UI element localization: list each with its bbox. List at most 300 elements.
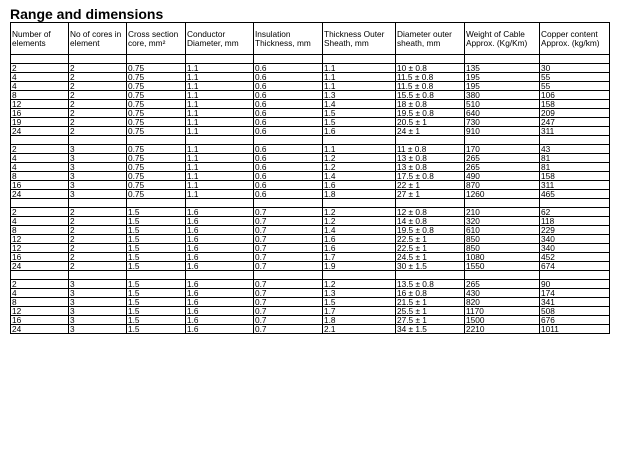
table-cell: 11.5 ± 0.8: [396, 82, 465, 91]
table-cell: 1.6: [186, 253, 254, 262]
table-cell: 19.5 ± 0.8: [396, 109, 465, 118]
table-cell: 2: [69, 82, 127, 91]
empty-cell: [323, 271, 396, 280]
table-cell: 12: [11, 244, 69, 253]
table-cell: 4: [11, 154, 69, 163]
table-row: [11, 172, 610, 181]
table-cell: 1.3: [323, 91, 396, 100]
table-cell: 850: [465, 235, 540, 244]
table-cell: 0.7: [254, 217, 323, 226]
table-cell: 1.5: [127, 298, 186, 307]
table-cell: 0.7: [254, 208, 323, 217]
table-cell: 12 ± 0.8: [396, 208, 465, 217]
table-cell: 1.6: [186, 289, 254, 298]
column-header-number-of-elements: Number of elements: [11, 23, 69, 55]
empty-cell: [186, 271, 254, 280]
table-cell: 430: [465, 289, 540, 298]
table-cell: 730: [465, 118, 540, 127]
table-cell: 1.6: [186, 280, 254, 289]
table-cell: 1.6: [186, 235, 254, 244]
table-cell: 22.5 ± 1: [396, 235, 465, 244]
table-row: [11, 181, 610, 190]
table-cell: 1.1: [186, 91, 254, 100]
table-cell: 2: [69, 109, 127, 118]
table-cell: 30 ± 1.5: [396, 262, 465, 271]
table-cell: 195: [465, 73, 540, 82]
empty-cell: [396, 55, 465, 64]
table-cell: 1.6: [323, 235, 396, 244]
separator-row: [11, 136, 610, 145]
empty-cell: [69, 55, 127, 64]
table-cell: 1.5: [323, 118, 396, 127]
table-row: [11, 298, 610, 307]
table-cell: 1.2: [323, 163, 396, 172]
table-cell: 195: [465, 82, 540, 91]
table-cell: 24: [11, 262, 69, 271]
empty-cell: [396, 199, 465, 208]
table-cell: 0.6: [254, 172, 323, 181]
table-cell: 0.7: [254, 289, 323, 298]
table-cell: 2: [11, 64, 69, 73]
table-cell: 2: [69, 73, 127, 82]
table-cell: 1.5: [127, 280, 186, 289]
table-cell: 0.7: [254, 325, 323, 334]
table-cell: 30: [540, 64, 610, 73]
table-cell: 0.7: [254, 226, 323, 235]
table-cell: 1.5: [323, 109, 396, 118]
table-cell: 2: [69, 127, 127, 136]
table-cell: 1.6: [323, 244, 396, 253]
table-cell: 1.5: [127, 325, 186, 334]
table-cell: 340: [540, 244, 610, 253]
column-header-copper-content: Copper content Approx. (kg/km): [540, 23, 610, 55]
table-row: [11, 64, 610, 73]
table-row: [11, 190, 610, 199]
table-cell: 510: [465, 100, 540, 109]
table-cell: 1.5: [127, 262, 186, 271]
empty-cell: [69, 199, 127, 208]
empty-cell: [254, 55, 323, 64]
table-row: [11, 154, 610, 163]
table-cell: 1.8: [323, 190, 396, 199]
table-cell: 0.75: [127, 100, 186, 109]
table-cell: 1.6: [186, 262, 254, 271]
table-cell: 3: [69, 298, 127, 307]
table-cell: 2: [69, 64, 127, 73]
table-row: [11, 280, 610, 289]
table-cell: 870: [465, 181, 540, 190]
table-cell: 2: [69, 217, 127, 226]
table-row: [11, 91, 610, 100]
table-cell: 55: [540, 82, 610, 91]
column-header-insulation-thickness: Insulation Thickness, mm: [254, 23, 323, 55]
table-cell: 820: [465, 298, 540, 307]
table-cell: 27 ± 1: [396, 190, 465, 199]
table-cell: 1.1: [186, 172, 254, 181]
table-cell: 3: [69, 145, 127, 154]
table-cell: 16 ± 0.8: [396, 289, 465, 298]
table-cell: 0.75: [127, 91, 186, 100]
table-cell: 0.75: [127, 82, 186, 91]
table-cell: 247: [540, 118, 610, 127]
table-cell: 1.1: [323, 64, 396, 73]
table-cell: 24.5 ± 1: [396, 253, 465, 262]
table-cell: 2: [69, 235, 127, 244]
table-cell: 229: [540, 226, 610, 235]
table-cell: 55: [540, 73, 610, 82]
table-cell: 43: [540, 145, 610, 154]
table-cell: 1.6: [186, 316, 254, 325]
empty-cell: [465, 271, 540, 280]
table-cell: 13 ± 0.8: [396, 154, 465, 163]
table-cell: 1500: [465, 316, 540, 325]
empty-cell: [540, 55, 610, 64]
table-cell: 1.1: [186, 82, 254, 91]
table-cell: 3: [69, 280, 127, 289]
table-cell: 0.6: [254, 181, 323, 190]
empty-cell: [323, 136, 396, 145]
table-cell: 18 ± 0.8: [396, 100, 465, 109]
table-cell: 3: [69, 154, 127, 163]
table-cell: 21.5 ± 1: [396, 298, 465, 307]
table-cell: 1.2: [323, 154, 396, 163]
column-header-outer-sheath-thickness: Thickness Outer Sheath, mm: [323, 23, 396, 55]
column-header-cross-section: Cross section core, mm²: [127, 23, 186, 55]
table-cell: 106: [540, 91, 610, 100]
table-cell: 0.75: [127, 181, 186, 190]
table-cell: 1.8: [323, 316, 396, 325]
table-cell: 0.7: [254, 280, 323, 289]
table-cell: 1.2: [323, 208, 396, 217]
table-cell: 2210: [465, 325, 540, 334]
table-cell: 1.6: [186, 307, 254, 316]
empty-cell: [127, 136, 186, 145]
table-cell: 4: [11, 217, 69, 226]
table-cell: 1.7: [323, 307, 396, 316]
table-cell: 640: [465, 109, 540, 118]
table-cell: 3: [69, 325, 127, 334]
table-cell: 1.4: [323, 172, 396, 181]
table-cell: 62: [540, 208, 610, 217]
table-cell: 0.7: [254, 253, 323, 262]
table-cell: 910: [465, 127, 540, 136]
table-cell: 3: [69, 190, 127, 199]
table-cell: 24: [11, 127, 69, 136]
table-cell: 16: [11, 253, 69, 262]
table-cell: 1170: [465, 307, 540, 316]
table-row: [11, 244, 610, 253]
empty-cell: [69, 136, 127, 145]
table-cell: 90: [540, 280, 610, 289]
table-cell: 452: [540, 253, 610, 262]
table-cell: 1260: [465, 190, 540, 199]
table-cell: 311: [540, 181, 610, 190]
table-cell: 3: [69, 316, 127, 325]
table-cell: 1080: [465, 253, 540, 262]
table-cell: 2: [69, 226, 127, 235]
empty-cell: [11, 136, 69, 145]
empty-cell: [254, 136, 323, 145]
table-cell: 0.7: [254, 262, 323, 271]
table-cell: 1.6: [186, 226, 254, 235]
empty-cell: [127, 199, 186, 208]
table-cell: 265: [465, 280, 540, 289]
table-cell: 1.1: [186, 127, 254, 136]
table-cell: 16: [11, 181, 69, 190]
empty-cell: [186, 199, 254, 208]
table-cell: 1.5: [127, 253, 186, 262]
empty-cell: [254, 271, 323, 280]
table-cell: 2: [69, 100, 127, 109]
empty-cell: [127, 271, 186, 280]
table-cell: 2: [69, 244, 127, 253]
table-cell: 0.75: [127, 145, 186, 154]
table-cell: 2: [69, 253, 127, 262]
empty-cell: [540, 199, 610, 208]
table-cell: 4: [11, 289, 69, 298]
table-row: [11, 262, 610, 271]
table-cell: 465: [540, 190, 610, 199]
table-cell: 1550: [465, 262, 540, 271]
table-cell: 14 ± 0.8: [396, 217, 465, 226]
table-cell: 508: [540, 307, 610, 316]
table-header-row: [11, 23, 610, 55]
table-row: [11, 73, 610, 82]
table-cell: 1.1: [186, 181, 254, 190]
table-cell: 13.5 ± 0.8: [396, 280, 465, 289]
table-cell: 0.6: [254, 190, 323, 199]
table-cell: 320: [465, 217, 540, 226]
table-cell: 0.6: [254, 64, 323, 73]
table-cell: 4: [11, 73, 69, 82]
table-cell: 0.6: [254, 91, 323, 100]
table-cell: 2.1: [323, 325, 396, 334]
empty-cell: [396, 271, 465, 280]
table-cell: 1.5: [127, 226, 186, 235]
table-cell: 11 ± 0.8: [396, 145, 465, 154]
table-cell: 1.6: [186, 325, 254, 334]
table-cell: 19.5 ± 0.8: [396, 226, 465, 235]
table-cell: 0.75: [127, 154, 186, 163]
table-cell: 1.1: [186, 163, 254, 172]
table-cell: 0.6: [254, 145, 323, 154]
table-cell: 209: [540, 109, 610, 118]
table-cell: 0.6: [254, 73, 323, 82]
table-cell: 380: [465, 91, 540, 100]
table-cell: 27.5 ± 1: [396, 316, 465, 325]
table-cell: 0.75: [127, 118, 186, 127]
table-cell: 0.75: [127, 172, 186, 181]
empty-cell: [540, 271, 610, 280]
table-cell: 16: [11, 109, 69, 118]
table-cell: 0.7: [254, 235, 323, 244]
table-cell: 0.75: [127, 163, 186, 172]
table-cell: 1.1: [186, 145, 254, 154]
table-cell: 0.6: [254, 154, 323, 163]
empty-cell: [69, 271, 127, 280]
empty-cell: [11, 271, 69, 280]
empty-cell: [396, 136, 465, 145]
dimensions-table: [10, 22, 610, 334]
empty-cell: [465, 55, 540, 64]
table-cell: 170: [465, 145, 540, 154]
table-cell: 2: [69, 91, 127, 100]
table-cell: 0.75: [127, 73, 186, 82]
table-cell: 158: [540, 100, 610, 109]
table-cell: 265: [465, 154, 540, 163]
table-cell: 8: [11, 91, 69, 100]
table-cell: 19: [11, 118, 69, 127]
table-cell: 17.5 ± 0.8: [396, 172, 465, 181]
table-cell: 1.5: [323, 298, 396, 307]
table-body: [11, 55, 610, 334]
table-cell: 1.6: [186, 244, 254, 253]
table-cell: 1.1: [186, 190, 254, 199]
empty-cell: [254, 199, 323, 208]
table-cell: 12: [11, 100, 69, 109]
table-cell: 81: [540, 154, 610, 163]
empty-cell: [323, 199, 396, 208]
table-cell: 1.6: [186, 217, 254, 226]
table-cell: 1.1: [186, 73, 254, 82]
table-cell: 1.5: [127, 316, 186, 325]
table-cell: 1.7: [323, 253, 396, 262]
table-cell: 1.5: [127, 307, 186, 316]
table-cell: 1.5: [127, 235, 186, 244]
table-cell: 34 ± 1.5: [396, 325, 465, 334]
table-cell: 3: [69, 289, 127, 298]
table-cell: 0.6: [254, 163, 323, 172]
table-cell: 1.1: [186, 118, 254, 127]
column-header-cable-weight: Weight of Cable Approx. (Kg/Km): [465, 23, 540, 55]
table-cell: 1.5: [127, 217, 186, 226]
table-cell: 1.3: [323, 289, 396, 298]
table-cell: 1.4: [323, 226, 396, 235]
table-cell: 674: [540, 262, 610, 271]
table-cell: 118: [540, 217, 610, 226]
table-cell: 0.7: [254, 244, 323, 253]
table-row: [11, 325, 610, 334]
table-cell: 22.5 ± 1: [396, 244, 465, 253]
table-row: [11, 253, 610, 262]
table-cell: 0.6: [254, 82, 323, 91]
table-row: [11, 118, 610, 127]
column-header-outer-sheath-diameter: Diameter outer sheath, mm: [396, 23, 465, 55]
table-cell: 0.75: [127, 190, 186, 199]
table-row: [11, 316, 610, 325]
table-cell: 1.1: [323, 145, 396, 154]
table-cell: 1.5: [127, 289, 186, 298]
table-cell: 1.1: [186, 154, 254, 163]
table-cell: 1.1: [186, 109, 254, 118]
table-cell: 1.1: [323, 82, 396, 91]
table-row: [11, 145, 610, 154]
table-cell: 1.5: [127, 244, 186, 253]
table-row: [11, 208, 610, 217]
table-cell: 4: [11, 82, 69, 91]
table-cell: 81: [540, 163, 610, 172]
table-cell: 158: [540, 172, 610, 181]
table-cell: 3: [69, 307, 127, 316]
separator-row: [11, 199, 610, 208]
table-cell: 2: [11, 208, 69, 217]
table-cell: 3: [69, 181, 127, 190]
table-cell: 1.6: [186, 208, 254, 217]
table-cell: 265: [465, 163, 540, 172]
separator-row: [11, 271, 610, 280]
table-cell: 0.75: [127, 109, 186, 118]
table-row: [11, 163, 610, 172]
table-cell: 676: [540, 316, 610, 325]
table-row: [11, 82, 610, 91]
empty-cell: [127, 55, 186, 64]
table-cell: 135: [465, 64, 540, 73]
empty-cell: [540, 136, 610, 145]
table-row: [11, 100, 610, 109]
table-cell: 24 ± 1: [396, 127, 465, 136]
table-cell: 0.7: [254, 307, 323, 316]
table-cell: 1.1: [323, 73, 396, 82]
table-cell: 341: [540, 298, 610, 307]
table-cell: 311: [540, 127, 610, 136]
table-cell: 490: [465, 172, 540, 181]
table-cell: 24: [11, 325, 69, 334]
table-cell: 12: [11, 307, 69, 316]
table-cell: 2: [11, 280, 69, 289]
table-cell: 1.1: [186, 100, 254, 109]
table-cell: 1011: [540, 325, 610, 334]
table-cell: 8: [11, 226, 69, 235]
table-cell: 3: [69, 172, 127, 181]
column-header-conductor-diameter: Conductor Diameter, mm: [186, 23, 254, 55]
table-row: [11, 109, 610, 118]
empty-cell: [465, 199, 540, 208]
separator-row: [11, 55, 610, 64]
page-title: Range and dimensions: [10, 6, 164, 22]
table-cell: 8: [11, 172, 69, 181]
table-cell: 0.75: [127, 64, 186, 73]
table-cell: 0.7: [254, 316, 323, 325]
table-row: [11, 289, 610, 298]
table-cell: 1.4: [323, 100, 396, 109]
table-cell: 1.2: [323, 217, 396, 226]
table-cell: 11.5 ± 0.8: [396, 73, 465, 82]
table-row: [11, 127, 610, 136]
table-cell: 2: [69, 118, 127, 127]
empty-cell: [186, 136, 254, 145]
table-cell: 20.5 ± 1: [396, 118, 465, 127]
table-cell: 24: [11, 190, 69, 199]
table-cell: 13 ± 0.8: [396, 163, 465, 172]
table-row: [11, 235, 610, 244]
table-cell: 2: [69, 208, 127, 217]
table-cell: 610: [465, 226, 540, 235]
column-header-cores-in-element: No of cores in element: [69, 23, 127, 55]
table-row: [11, 226, 610, 235]
table-cell: 0.7: [254, 298, 323, 307]
table-cell: 1.6: [323, 181, 396, 190]
empty-cell: [11, 55, 69, 64]
table-cell: 12: [11, 235, 69, 244]
table-cell: 25.5 ± 1: [396, 307, 465, 316]
empty-cell: [11, 199, 69, 208]
table-cell: 1.6: [186, 298, 254, 307]
table-cell: 15.5 ± 0.8: [396, 91, 465, 100]
table-cell: 0.6: [254, 127, 323, 136]
table-row: [11, 217, 610, 226]
table-cell: 2: [69, 262, 127, 271]
table-cell: 340: [540, 235, 610, 244]
